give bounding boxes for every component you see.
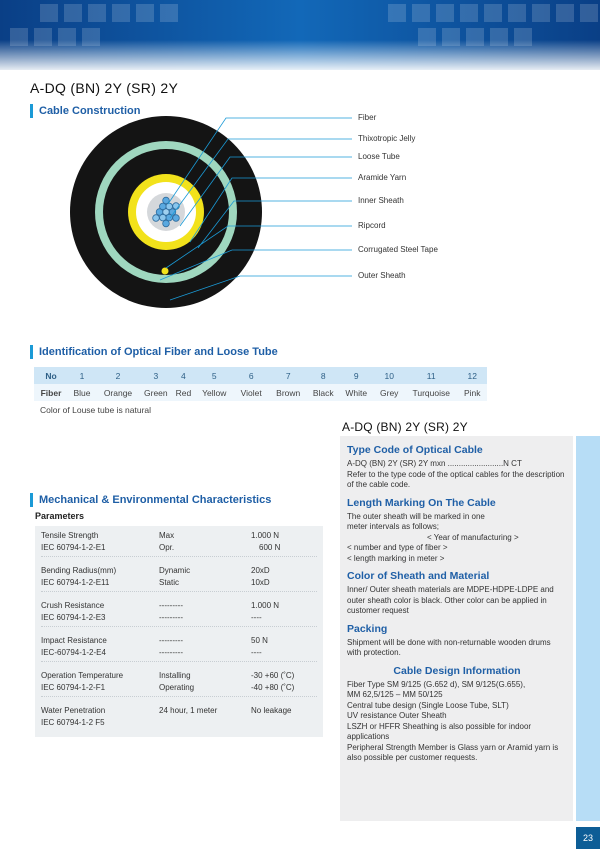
table-row (41, 670, 317, 697)
sheath-text: Inner/ Outer sheath materials are MDPE-HDPE-LDPE and outer sheath color is black. Other color can be applied in customer request (347, 585, 554, 615)
mechanical-heading: Mechanical & Environmental Characteristics (30, 493, 271, 507)
design-line-3: Central tube design (Single Loose Tube, SLT) (347, 700, 509, 710)
table-cell: 11 (405, 367, 457, 384)
param-condition: Static (159, 578, 180, 587)
table-cell: Red (172, 384, 196, 401)
table-cell: Black (307, 384, 339, 401)
side-accent-bar (576, 436, 600, 821)
mechanical-table (35, 526, 323, 737)
construction-heading: Cable Construction (30, 104, 140, 118)
param-condition: Max (159, 531, 175, 540)
table-row (41, 705, 317, 731)
param-name: Impact Resistance (41, 636, 107, 645)
table-cell: 9 (339, 367, 373, 384)
table-row (41, 635, 317, 662)
table-row (41, 600, 317, 627)
param-condition: 24 hour, 1 meter (159, 706, 218, 715)
info-panel (340, 436, 573, 821)
design-line-5: LSZH or HFFR Sheathing is also possible for indoor applications (347, 721, 532, 741)
table-cell: Brown (269, 384, 307, 401)
param-value: 1.000 N (251, 601, 280, 610)
param-condition: Dynamic (159, 566, 191, 575)
param-name: Tensile Strength (41, 531, 99, 540)
identification-table (34, 367, 487, 401)
param-condition: --------- (159, 601, 183, 610)
param-value: No leakage (251, 706, 292, 715)
table-cell: Violet (233, 384, 269, 401)
ripcord (162, 268, 169, 275)
param-name: Water Penetration (41, 706, 106, 715)
param-condition: Opr. (159, 543, 175, 552)
table-row (34, 367, 487, 384)
callout-corrugated-steel-tape: Corrugated Steel Tape (358, 245, 438, 254)
table-row (34, 384, 487, 401)
table-cell: Turquoise (405, 384, 457, 401)
type-code-description: Refer to the type code of the optical cables for the description of the cable code. (347, 469, 565, 489)
param-value: -40 +80 (˚C) (251, 683, 295, 692)
callout-thixotropic-jelly: Thixotropic Jelly (358, 134, 416, 143)
marking-length: < length marking in meter > (347, 553, 445, 563)
design-line-4: UV resistance Outer Sheath (347, 711, 447, 720)
table-cell: Yellow (195, 384, 233, 401)
type-code-line: A-DQ (BN) 2Y (SR) 2Y mxn .........................N CT (347, 459, 522, 468)
length-marking-text-1: The outer sheath will be marked in one (347, 511, 485, 521)
param-value: -30 +60 (˚C) (251, 671, 295, 680)
param-value: 600 N (259, 543, 281, 552)
parameters-label: Parameters (35, 511, 85, 521)
param-standard: IEC 60794-1-2-E3 (41, 613, 106, 622)
callout-loose-tube: Loose Tube (358, 152, 400, 161)
table-cell: 4 (172, 367, 196, 384)
table-cell: 12 (457, 367, 487, 384)
param-condition: Installing (159, 671, 191, 680)
table-row (41, 530, 317, 557)
sheath-title: Color of Sheath and Material (347, 570, 490, 582)
page-number: 23 (576, 827, 600, 849)
info-heading: A-DQ (BN) 2Y (SR) 2Y (342, 420, 468, 434)
table-cell: No (34, 367, 68, 384)
table-cell: Blue (68, 384, 96, 401)
param-value: 1.000 N (251, 531, 280, 540)
length-marking-title: Length Marking On The Cable (347, 496, 496, 509)
callout-fiber: Fiber (358, 113, 377, 122)
design-title: Cable Design Information (393, 664, 521, 677)
param-standard: IEC-60794-1-2-E4 (41, 648, 106, 657)
param-standard: IEC 60794-1-2 F5 (41, 718, 105, 727)
param-name: Crush Resistance (41, 601, 105, 610)
table-cell: Grey (373, 384, 405, 401)
param-value: ---- (251, 648, 262, 657)
table-cell: 3 (140, 367, 172, 384)
param-standard: IEC 60794-1-2-F1 (41, 683, 106, 692)
packing-title: Packing (347, 622, 388, 635)
design-line-2: MM 62,5/125 – MM 50/125 (347, 690, 443, 699)
callout-ripcord: Ripcord (358, 221, 386, 230)
table-cell: 7 (269, 367, 307, 384)
param-value: 50 N (251, 636, 268, 645)
table-cell: 5 (195, 367, 233, 384)
page-title: A-DQ (BN) 2Y (SR) 2Y (30, 80, 179, 96)
table-cell: 10 (373, 367, 405, 384)
param-value: ---- (251, 613, 262, 622)
param-name: Operation Temperature (41, 671, 124, 680)
table-cell: Pink (457, 384, 487, 401)
param-name: Bending Radius(mm) (41, 566, 117, 575)
design-line-6: Peripheral Strength Member is Glass yarn or Aramid yarn is also possible per customer requests. (347, 742, 559, 762)
table-cell: Orange (96, 384, 140, 401)
callout-outer-sheath: Outer Sheath (358, 271, 406, 280)
param-condition: --------- (159, 613, 183, 622)
table-cell: 2 (96, 367, 140, 384)
callout-aramide-yarn: Aramide Yarn (358, 173, 407, 182)
param-value: 10xD (251, 578, 270, 587)
callout-inner-sheath: Inner Sheath (358, 196, 404, 205)
param-condition: Operating (159, 683, 195, 692)
type-code-title: Type Code of Optical Cable (347, 444, 483, 456)
param-value: 20xD (251, 566, 270, 575)
table-cell: 8 (307, 367, 339, 384)
loose-tube-note: Color of Louse tube is natural (40, 405, 152, 415)
length-marking-text-2: meter intervals as follows; (347, 522, 440, 531)
packing-text: Shipment will be done with non-returnable wooden drums with protection. (347, 637, 551, 657)
table-cell: 6 (233, 367, 269, 384)
top-banner (0, 0, 600, 70)
design-line-1: Fiber Type SM 9/125 (G.652 d), SM 9/125(G.655), (347, 679, 526, 689)
marking-fiber: < number and type of fiber > (347, 543, 448, 552)
identification-heading: Identification of Optical Fiber and Loose Tube (30, 345, 278, 359)
table-row (41, 565, 317, 592)
param-condition: --------- (159, 636, 183, 645)
table-cell: Green (140, 384, 172, 401)
marking-year: < Year of manufacturing > (427, 532, 519, 542)
table-cell: 1 (68, 367, 96, 384)
cable-cross-section (0, 100, 600, 330)
param-condition: --------- (159, 648, 183, 657)
param-standard: IEC 60794-1-2-E1 (41, 543, 106, 552)
table-cell: White (339, 384, 373, 401)
param-standard: IEC 60794-1-2-E11 (41, 578, 110, 587)
table-cell: Fiber (34, 384, 68, 401)
